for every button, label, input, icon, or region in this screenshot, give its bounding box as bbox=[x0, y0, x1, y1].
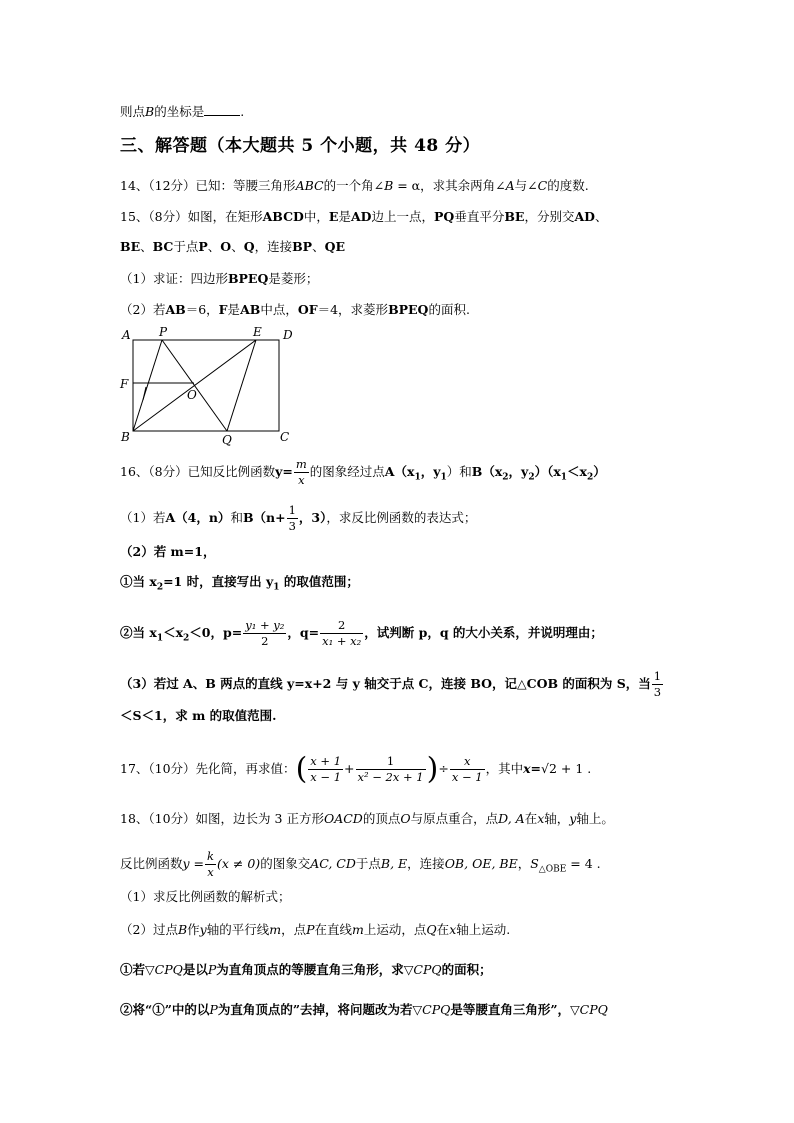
q18-be: B, E bbox=[380, 856, 408, 871]
q17-eq: = bbox=[530, 761, 542, 776]
q17-x: x bbox=[523, 761, 531, 776]
seg-be bbox=[133, 340, 256, 431]
q17-sqrt: √2 bbox=[541, 761, 557, 776]
q14-mid: 的一个角∠ bbox=[323, 178, 385, 193]
q18-y2: y bbox=[199, 922, 207, 937]
frac-den: 3 bbox=[288, 519, 296, 533]
q18-area: S bbox=[530, 856, 539, 871]
q18-yeq: y = bbox=[182, 856, 205, 871]
q16-pt: ，y bbox=[420, 464, 441, 479]
q18-text: （1）求反比例函数的解析式； bbox=[120, 889, 291, 904]
q15-ab2: AB bbox=[240, 302, 261, 317]
q15-text: 、 bbox=[231, 239, 244, 254]
question-15-line2 bbox=[120, 238, 345, 256]
fraction-p3 bbox=[652, 669, 663, 700]
q18-obs: OB, OE, BE bbox=[444, 856, 518, 871]
q16-pt: B（x bbox=[471, 464, 503, 479]
q18-text: 为直角顶点的”去掉，将问题改为若 bbox=[217, 1002, 413, 1017]
q18-text: 在 bbox=[524, 811, 538, 826]
q14-tri: ABC bbox=[295, 178, 324, 193]
section-heading: 三、解答题（本大题共 5 个小题，共 48 分） bbox=[120, 136, 481, 156]
q14-yu: 与∠ bbox=[514, 178, 538, 193]
q16-pt: ）（x bbox=[534, 464, 561, 479]
frac-num: y₁ + y₂ bbox=[245, 618, 285, 632]
sub: 2 bbox=[156, 582, 164, 593]
q18-o: O bbox=[400, 811, 411, 826]
q16-text: ）和 bbox=[446, 464, 472, 479]
top-end: . bbox=[240, 104, 245, 119]
frac-num: x + 1 bbox=[310, 754, 342, 768]
q18-text: ②将“①”中的以 bbox=[120, 1002, 210, 1017]
q15-text: 、 bbox=[140, 239, 153, 254]
label-o: O bbox=[187, 388, 197, 402]
sub: 1 bbox=[156, 633, 164, 644]
frac-num: 1 bbox=[356, 754, 426, 770]
q14-b: B bbox=[384, 178, 394, 193]
plus-sign: + bbox=[344, 761, 355, 776]
q15-text: 于点 bbox=[173, 239, 199, 254]
q16-text: ②当 x bbox=[120, 625, 157, 640]
q15-text: ，连接 bbox=[254, 239, 293, 254]
q16-text: ＜x bbox=[163, 625, 184, 640]
sub: 2 bbox=[587, 472, 594, 483]
fraction-p bbox=[243, 618, 286, 649]
frac-den: x − 1 bbox=[310, 770, 342, 784]
q15-text: 15、（8分）如图，在矩形 bbox=[120, 209, 263, 224]
q16-text: 和 bbox=[230, 510, 243, 525]
q15-e: E bbox=[328, 209, 339, 224]
answer-blank[interactable] bbox=[204, 103, 240, 116]
top-answer-line bbox=[120, 103, 244, 121]
paren-right: ) bbox=[426, 751, 439, 787]
label-f: F bbox=[120, 377, 129, 391]
q18-text: 与原点重合，点 bbox=[410, 811, 499, 826]
label-b: B bbox=[121, 430, 130, 444]
q16-text: 的图象经过点 bbox=[309, 464, 385, 479]
q15-text: （2）若 bbox=[120, 302, 166, 317]
sub: 2 bbox=[528, 472, 535, 483]
question-16-part3-cont bbox=[120, 707, 277, 725]
q14-c: C bbox=[537, 178, 548, 193]
frac-num: 1 bbox=[288, 503, 296, 517]
q18-accd: AC, CD bbox=[310, 856, 356, 871]
rectangle-figure bbox=[115, 322, 295, 447]
frac-num: k bbox=[207, 849, 214, 863]
top-var: B bbox=[145, 104, 155, 119]
q14-end: 的度数. bbox=[547, 178, 589, 193]
label-c: C bbox=[280, 430, 290, 444]
sub: 2 bbox=[502, 472, 509, 483]
sub: 2 bbox=[183, 633, 190, 644]
q18-text: 上运动，点 bbox=[363, 922, 427, 937]
question-16-part3 bbox=[120, 669, 664, 700]
q18-text: 在直线 bbox=[314, 922, 353, 937]
frac-den: x bbox=[298, 473, 305, 487]
q17-text: 17、（10分）先化简，再求值： bbox=[120, 761, 296, 776]
q18-text: ， bbox=[517, 856, 531, 871]
label-d: D bbox=[283, 328, 293, 342]
question-16-line1 bbox=[120, 457, 606, 488]
q16-text: （2）若 m=1， bbox=[120, 544, 216, 559]
q15-text: 垂直平分 bbox=[454, 209, 505, 224]
label-p: P bbox=[159, 325, 168, 339]
label-e: E bbox=[253, 325, 262, 339]
q18-text: 轴， bbox=[544, 811, 570, 826]
q15-pq: PQ bbox=[434, 209, 455, 224]
label-q: Q bbox=[222, 433, 232, 447]
q16-text: 16、（8分）已知反比例函数 bbox=[120, 464, 276, 479]
q18-text: 是等腰直角三角形”， bbox=[450, 1002, 571, 1017]
question-18-case2 bbox=[120, 1001, 608, 1019]
fraction-m-x bbox=[294, 457, 309, 488]
question-15-line1 bbox=[120, 208, 608, 226]
q15-of: OF bbox=[297, 302, 318, 317]
q16-a: A（4，n） bbox=[165, 510, 231, 525]
q18-text: 的面积； bbox=[441, 962, 492, 977]
q18-m: m bbox=[269, 922, 282, 937]
q18-cpq4: ▽CPQ bbox=[570, 1002, 608, 1017]
q16-pt: ＜x bbox=[567, 464, 587, 479]
q18-areasub: △OBE bbox=[538, 864, 567, 875]
q18-text: 是以 bbox=[182, 962, 208, 977]
sub: 1 bbox=[440, 472, 447, 483]
frac-num: 1 bbox=[653, 669, 662, 683]
q15-text: 是 bbox=[338, 209, 351, 224]
q15-text: （1）求证：四边形 bbox=[120, 271, 228, 286]
q18-oacd: OACD bbox=[323, 811, 363, 826]
q15-q: Q bbox=[243, 239, 255, 254]
q16-pt: A（x bbox=[384, 464, 415, 479]
q15-ad: AD bbox=[350, 209, 372, 224]
q16-y: y= bbox=[275, 464, 293, 479]
paren-left: ( bbox=[295, 751, 308, 787]
q16-pt: ） bbox=[593, 464, 606, 479]
q15-text: 中， bbox=[303, 209, 329, 224]
q18-text: 作 bbox=[187, 922, 200, 937]
seg-eq bbox=[227, 340, 256, 431]
top-prefix: 则点 bbox=[120, 104, 146, 119]
q18-cond: (x ≠ 0) bbox=[217, 856, 261, 871]
q18-text: 的顶点 bbox=[362, 811, 401, 826]
q18-p2: P bbox=[207, 962, 217, 977]
q15-bc: BC bbox=[152, 239, 174, 254]
frac-num: 2 bbox=[320, 618, 363, 634]
q18-cpq3: ▽CPQ bbox=[412, 1002, 451, 1017]
q16-text: ＜0，p= bbox=[189, 625, 243, 640]
q15-text: 、 bbox=[312, 239, 325, 254]
q15-text: 边上一点， bbox=[371, 209, 435, 224]
q18-y: y bbox=[569, 811, 577, 826]
q14-eq: = α，求其余两角∠ bbox=[393, 178, 506, 193]
q15-bpeq2: BPEQ bbox=[388, 302, 429, 317]
q18-text: 轴上。 bbox=[576, 811, 614, 826]
fraction-3 bbox=[450, 754, 485, 785]
frac-den: 3 bbox=[653, 685, 662, 699]
q18-da: D, A bbox=[498, 811, 525, 826]
sub: 1 bbox=[273, 582, 280, 593]
fraction-k-x bbox=[205, 849, 216, 880]
frac-den: x bbox=[207, 865, 214, 879]
seg-bp bbox=[133, 340, 162, 431]
fraction-2 bbox=[356, 754, 426, 785]
q17-text: ，其中 bbox=[485, 761, 524, 776]
q15-qe: QE bbox=[324, 239, 346, 254]
q16-b: B（n+ bbox=[242, 510, 286, 525]
q16-text: ，q= bbox=[287, 625, 320, 640]
q18-text: 反比例函数 bbox=[120, 856, 183, 871]
q15-be: BE bbox=[504, 209, 525, 224]
q18-text: = 4 . bbox=[566, 856, 601, 871]
q15-text: 的面积. bbox=[428, 302, 470, 317]
q15-text: 中点， bbox=[260, 302, 298, 317]
q18-text: ①若 bbox=[120, 962, 146, 977]
frac-den: x² − 2x + 1 bbox=[357, 770, 424, 784]
q15-text: 是菱形； bbox=[268, 271, 319, 286]
q18-b: B bbox=[177, 922, 188, 937]
q18-x: x bbox=[537, 811, 545, 826]
q15-text: 、 bbox=[207, 239, 221, 254]
q18-text: 轴上运动. bbox=[456, 922, 511, 937]
sub: 1 bbox=[560, 472, 568, 483]
q15-abcd: ABCD bbox=[262, 209, 304, 224]
q18-p3: P bbox=[209, 1002, 218, 1017]
question-15-part1 bbox=[120, 270, 318, 288]
q16-text: ，求反比例函数的表达式； bbox=[326, 510, 477, 525]
question-16-part1 bbox=[120, 503, 476, 534]
q15-bp: BP bbox=[292, 239, 313, 254]
q16-b: ，3） bbox=[298, 510, 327, 525]
q18-p: P bbox=[306, 922, 315, 937]
q15-text: 、 bbox=[595, 209, 608, 224]
q15-text: ，分别交 bbox=[524, 209, 575, 224]
frac-num: x bbox=[450, 754, 485, 770]
q15-p: P bbox=[198, 239, 208, 254]
q18-text: ，连接 bbox=[407, 856, 445, 871]
q18-x2: x bbox=[449, 922, 457, 937]
question-16-case1 bbox=[120, 573, 359, 597]
q16-pt: ，y bbox=[508, 464, 529, 479]
q15-o: O bbox=[220, 239, 232, 254]
q15-ad2: AD bbox=[574, 209, 595, 224]
q18-text: 18、（10分）如图，边长为 3 正方形 bbox=[120, 811, 324, 826]
q18-text: （2）过点 bbox=[120, 922, 178, 937]
question-18-part1 bbox=[120, 888, 290, 906]
question-18-case1 bbox=[120, 961, 492, 979]
label-a: A bbox=[122, 328, 131, 342]
sub: 1 bbox=[414, 472, 421, 483]
q15-text: ＝6， bbox=[185, 302, 219, 317]
q18-m2: m bbox=[352, 922, 364, 937]
q16-text: ①当 x bbox=[120, 574, 157, 589]
q15-bpeq: BPEQ bbox=[227, 271, 269, 286]
q18-text: ，点 bbox=[281, 922, 307, 937]
q18-text: 于点 bbox=[355, 856, 381, 871]
fraction-1 bbox=[308, 754, 343, 785]
q15-ab: AB bbox=[165, 302, 186, 317]
frac-den: 2 bbox=[261, 634, 269, 648]
q16-text: ，试判断 p，q 的大小关系，并说明理由； bbox=[364, 625, 603, 640]
q18-text: 轴的平行线 bbox=[206, 922, 270, 937]
seg-tick bbox=[143, 387, 146, 400]
q18-text: 为直角顶点的等腰直角三角形，求 bbox=[216, 962, 404, 977]
q16-text: （1）若 bbox=[120, 510, 166, 525]
frac-num: m bbox=[295, 457, 307, 471]
q18-q: Q bbox=[426, 922, 437, 937]
q18-text: 在 bbox=[436, 922, 450, 937]
question-14 bbox=[120, 177, 589, 195]
q17-text: + 1 . bbox=[556, 761, 592, 776]
q14-a: A bbox=[505, 178, 515, 193]
frac-den: x − 1 bbox=[451, 770, 483, 784]
fraction-1-3 bbox=[287, 503, 298, 534]
div-sign: ÷ bbox=[438, 761, 449, 776]
top-suffix: 的坐标是 bbox=[154, 104, 205, 119]
q15-f: F bbox=[218, 302, 228, 317]
question-15-part2 bbox=[120, 301, 470, 319]
q15-text: 是 bbox=[227, 302, 241, 317]
q15-be2: BE bbox=[120, 239, 141, 254]
q18-cpq2: ▽CPQ bbox=[403, 962, 442, 977]
q18-text: 的图象交 bbox=[260, 856, 311, 871]
q16-text: 的取值范围； bbox=[279, 574, 359, 589]
q16-text: ＜S＜1，求 m 的取值范围. bbox=[120, 708, 277, 723]
q16-text: （3）若过 A、B 两点的直线 y=x+2 与 y 轴交于点 C，连接 BO，记△COB 的面积为 S，当 bbox=[120, 676, 651, 691]
q15-text: ＝4，求菱形 bbox=[317, 302, 389, 317]
question-16-case2 bbox=[120, 618, 603, 649]
question-16-part2 bbox=[120, 543, 215, 561]
q16-text: =1 时，直接写出 y bbox=[163, 574, 274, 589]
frac-den: x₁ + x₂ bbox=[322, 634, 362, 648]
q14-num: 14、（12分）已知：等腰三角形 bbox=[120, 178, 296, 193]
question-18-line2 bbox=[120, 849, 601, 880]
question-18-part2 bbox=[120, 921, 510, 939]
q18-cpq: ▽CPQ bbox=[145, 962, 183, 977]
rect-abcd bbox=[133, 340, 279, 431]
question-17 bbox=[120, 751, 592, 787]
fraction-q bbox=[320, 618, 363, 649]
question-18-line1 bbox=[120, 810, 614, 828]
